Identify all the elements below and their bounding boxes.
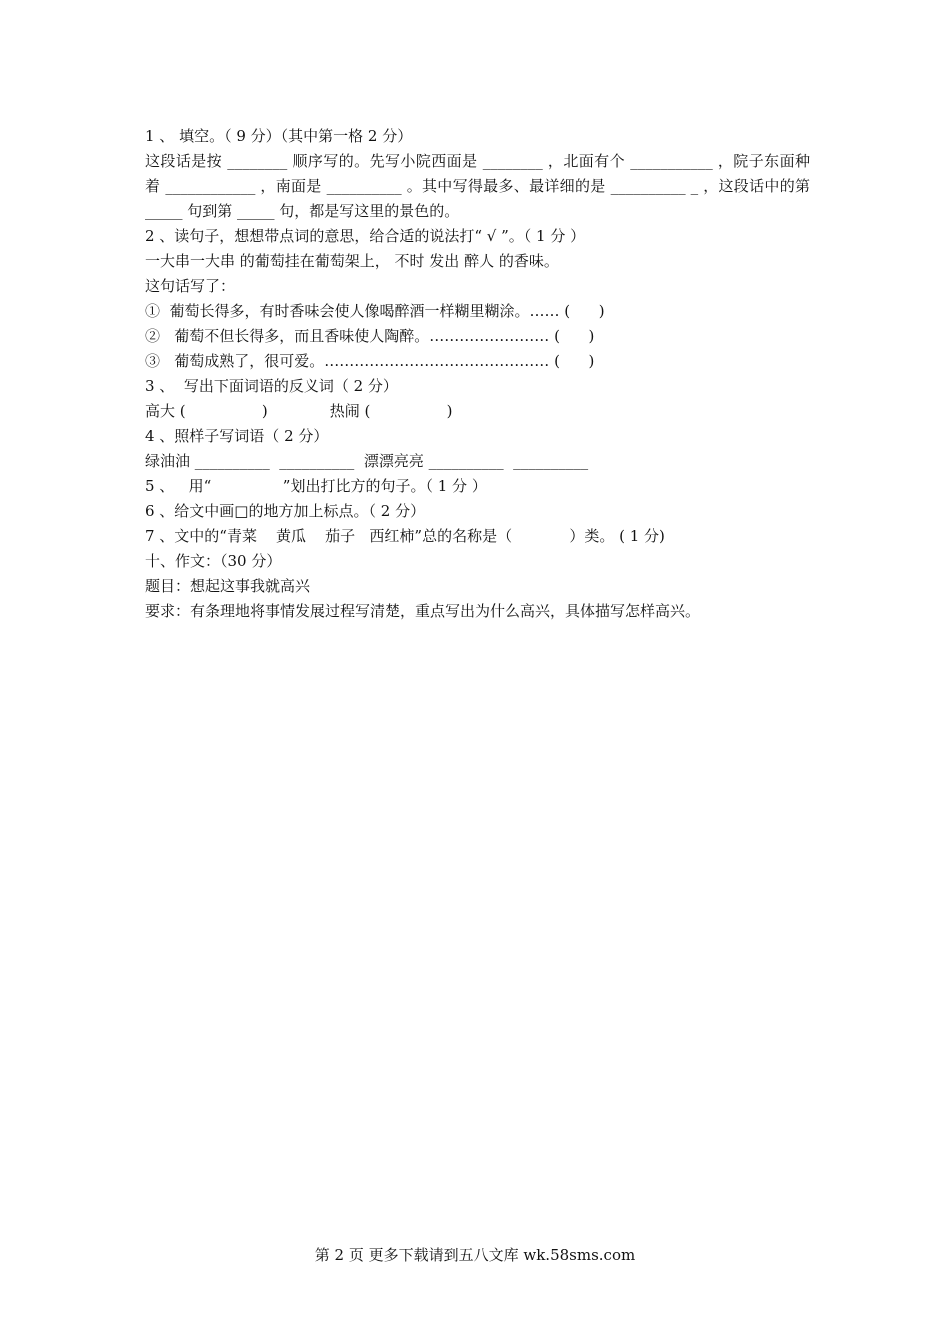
question-2-option-1: ① 葡萄长得多，有时香味会使人像喝醉酒一样糊里糊涂。…… ( ) [145, 302, 605, 320]
question-4-heading: 4 、照样子写词语（ 2 分） [145, 427, 329, 445]
question-3-antonyms: 高大 ( ) 热闹 ( ) [145, 402, 453, 420]
question-2-option-2: ② 葡萄不但长得多，而且香味使人陶醉。…………………… ( ) [145, 327, 595, 345]
question-3-heading: 3 、 写出下面词语的反义词（ 2 分） [145, 377, 398, 395]
question-4-words: 绿油油 __________ __________ 漂漂亮亮 __________ __________ [145, 452, 589, 470]
question-7: 7 、文中的“青菜 黄瓜 茄子 西红柿”总的名称是（ ）类。 ( 1 分) [145, 527, 665, 545]
composition-requirements: 要求：有条理地将事情发展过程写清楚，重点写出为什么高兴，具体描写怎样高兴。 [145, 602, 701, 620]
document-body [145, 124, 810, 624]
question-2-prompt: 这句话写了： [145, 277, 236, 295]
question-5: 5 、 用“ ”划出打比方的句子。（ 1 分 ） [145, 477, 487, 495]
question-1-heading: 1 、 填空。（ 9 分）（其中第一格 2 分） [145, 127, 413, 145]
question-1-fill-blank-text: 这段话是按 ________ 顺序写的。先写小院西面是 ________ ，北面有个 ___________ ，院子东面种着 ____________ ，南面是 __________ 。其中写得最多、最详细的是 __________ _ ，这段话中的第 _____ 句到第 _____ 句，都是写这里的景色的。 [145, 152, 810, 220]
question-2-heading: 2 、读句子，想想带点词的意思，给合适的说法打“ √ ”。（ 1 分 ） [145, 227, 586, 245]
question-2-sentence: 一大串一大串 的葡萄挂在葡萄架上， 不时 发出 醉人 的香味。 [145, 252, 559, 270]
question-6: 6 、给文中画□的地方加上标点。（ 2 分） [145, 502, 426, 520]
question-2-option-3: ③ 葡萄成熟了，很可爱。……………………………………… ( ) [145, 352, 595, 370]
composition-title: 题目：想起这事我就高兴 [145, 577, 311, 595]
composition-heading: 十、作文：（30 分） [145, 552, 282, 570]
page-footer: 第 2 页 更多下载请到五八文库 wk.58sms.com [314, 1246, 636, 1264]
